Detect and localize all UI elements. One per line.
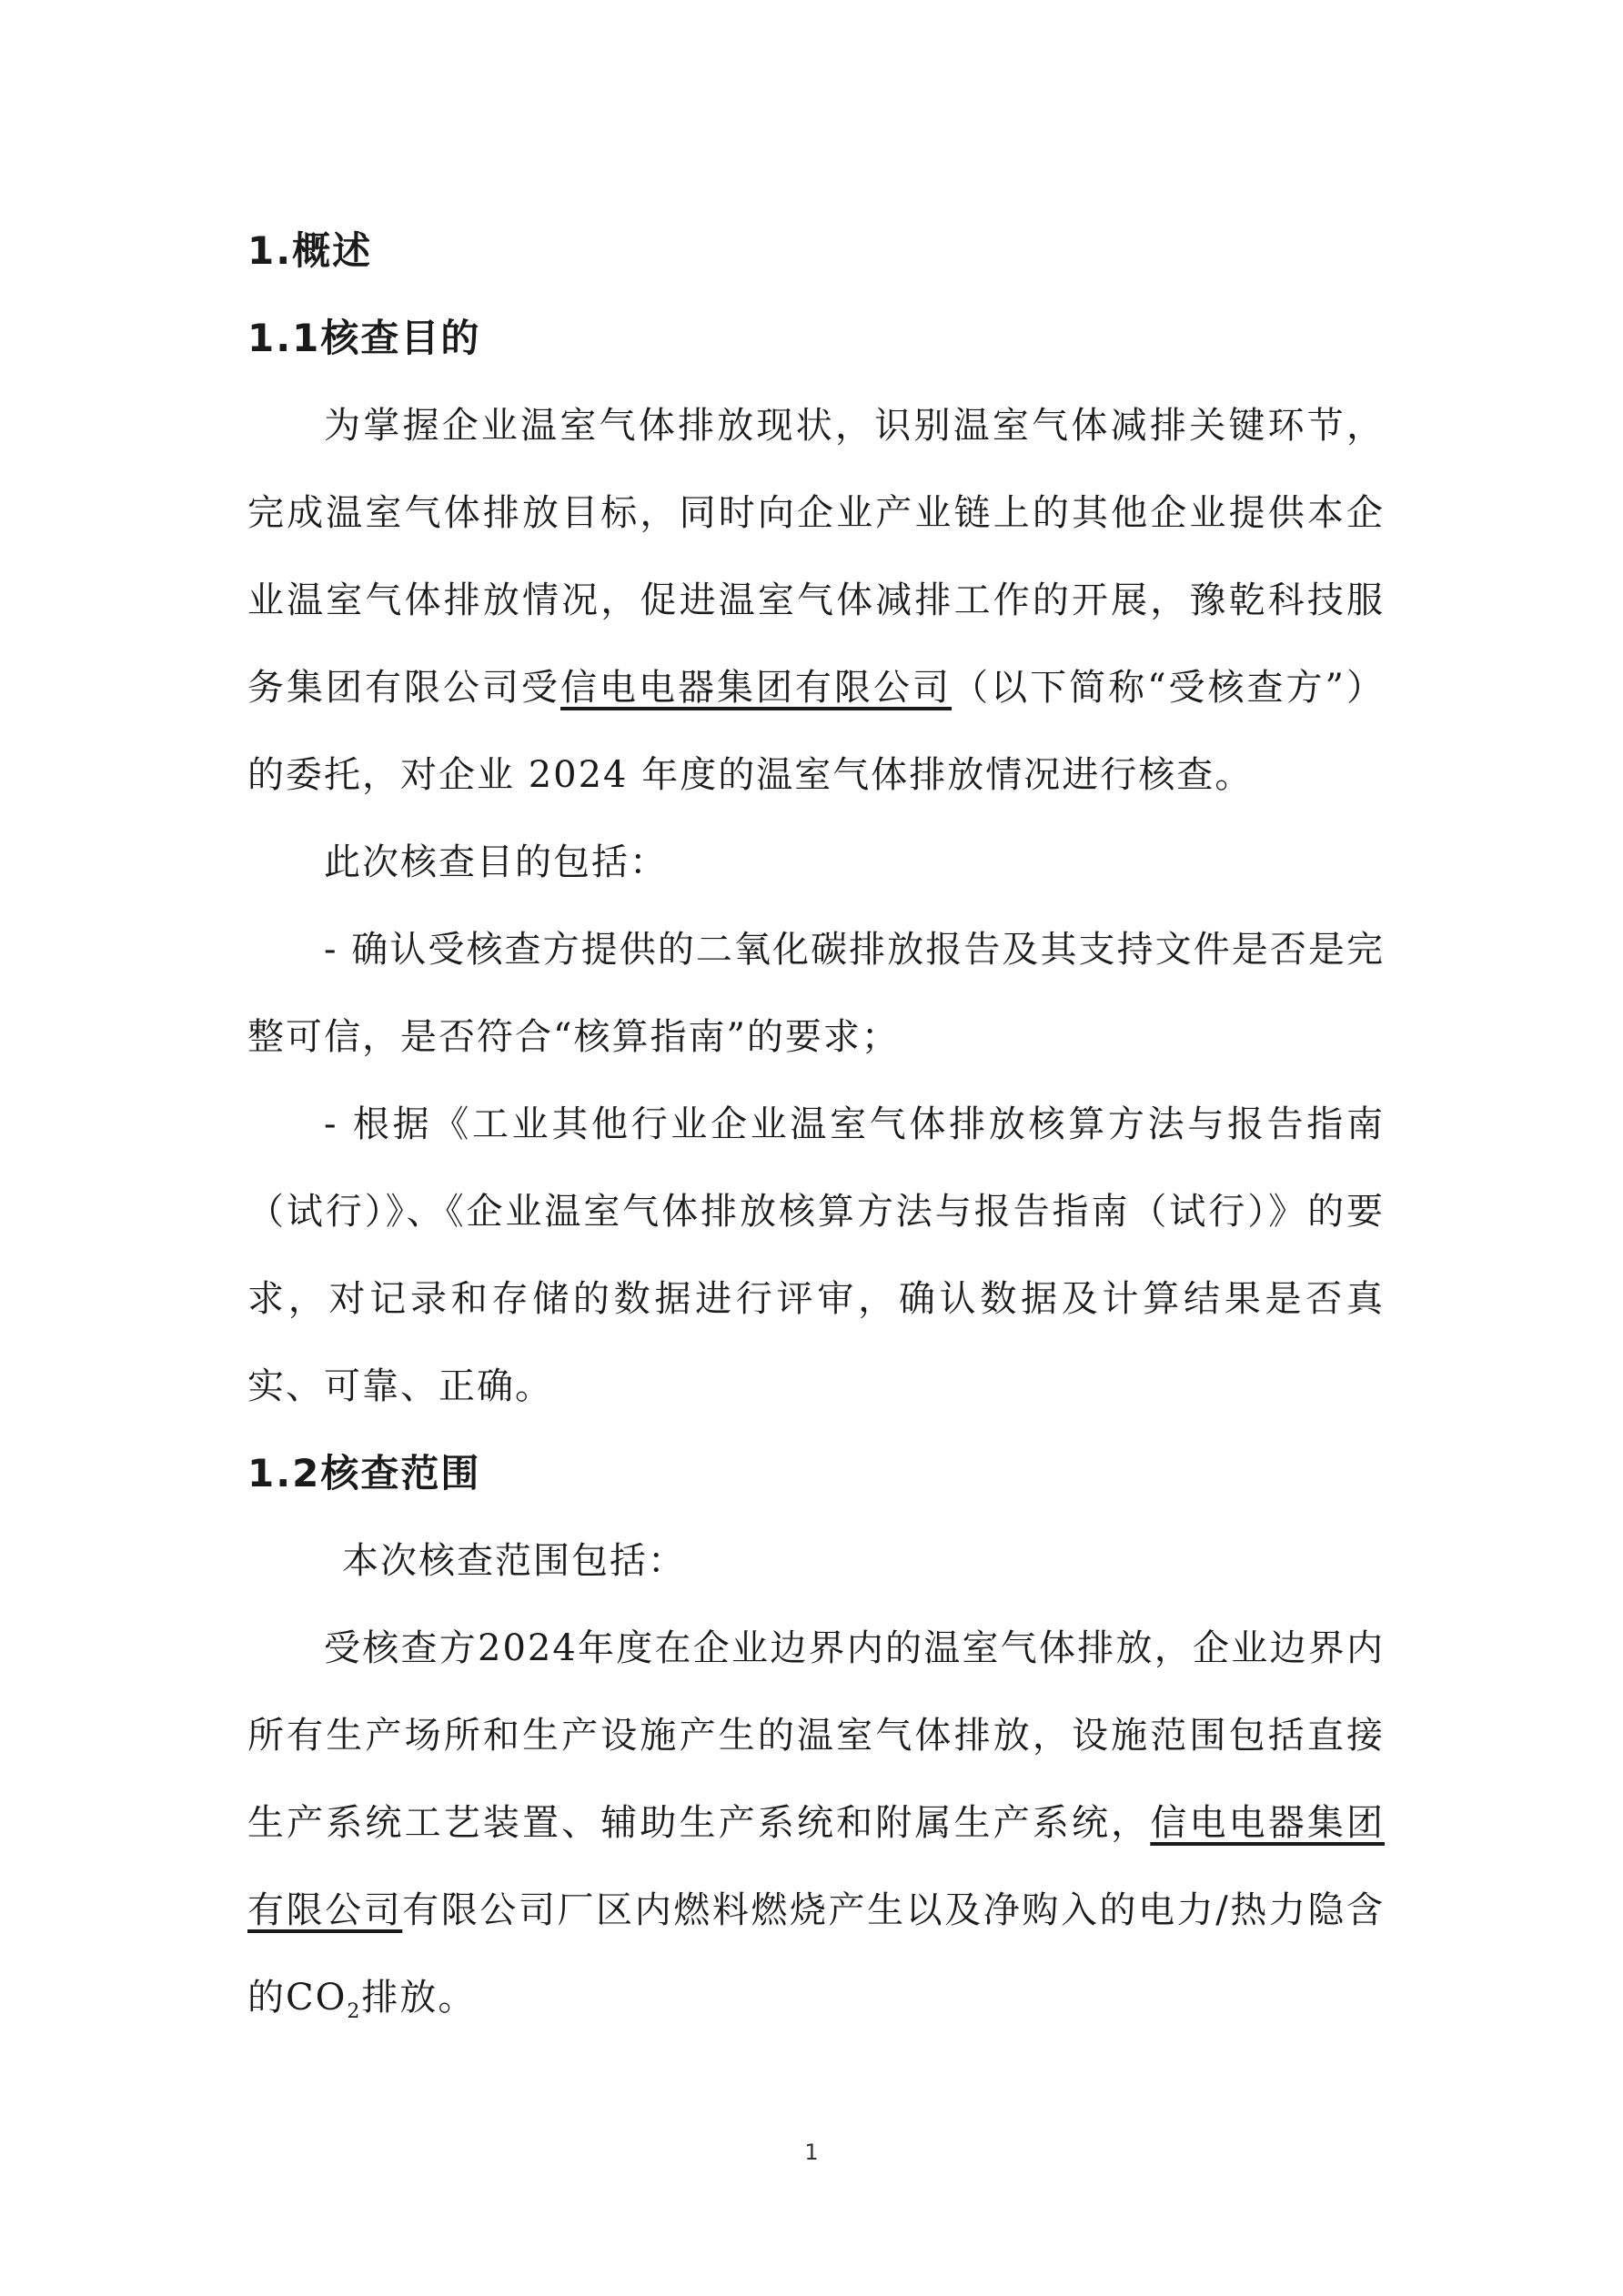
co2-formula [286,1977,362,2023]
purpose-text-after: （以下简称“受核查方”）的委托，对企业 2024 年度的温室气体排放情况进行核查。 [247,667,1386,796]
co2-symbol: CO [286,1977,348,2019]
purpose-bullet-1: - 确认受核查方提供的二氧化碳排放报告及其支持文件是否是完整可信，是否符合“核算指南”的要求； [247,929,1385,1058]
scope-text-before: 受核查方2024年度在企业边界内的温室气体排放，企业边界内所有生产场所和生产设施产生的温室气体排放，设施范围包括直接生产系统工艺装置、辅助生产系统和附属生产系统， [247,1627,1385,1844]
page-number: 1 [804,2140,819,2165]
section-1-heading: 1.概述 [247,228,373,273]
purpose-paragraph [247,382,1385,819]
section-1-2-heading: 1.2核查范围 [247,1451,481,1495]
scope-text-end: 排放。 [361,1977,477,2019]
purpose-intro-paragraph: 此次核查目的包括： [324,841,668,883]
section-1-1-heading: 1.1核查目的 [247,316,481,360]
scope-text-after: 有限公司厂区内燃料燃烧产生以及净购入的电力/热力隐含的 [247,1889,1385,2019]
purpose-bullet-2: - 根据《工业其他行业企业温室气体排放核算方法与报告指南（试行）》、《企业温室气体排放核算方法与报告指南（试行）》的要求，对记录和存储的数据进行评审，确认数据及计算结果是否真实、可靠、正确。 [247,1103,1385,1407]
client-company-name: 信电电器集团有限公司 [560,667,953,709]
scope-company-name: 信电电器集团有限公司 [247,1802,1386,1931]
scope-paragraph [247,1605,1385,2041]
co2-subscript: 2 [347,2000,362,2023]
document-body [247,207,1385,2041]
scope-intro-paragraph: 本次核查范围包括： [342,1540,686,1582]
purpose-text-before: 为掌握企业温室气体排放现状，识别温室气体减排关键环节，完成温室气体排放目标，同时向企业产业链上的其他企业提供本企业温室气体排放情况，促进温室气体减排工作的开展，豫乾科技服务集团有限公司受 [247,405,1385,709]
